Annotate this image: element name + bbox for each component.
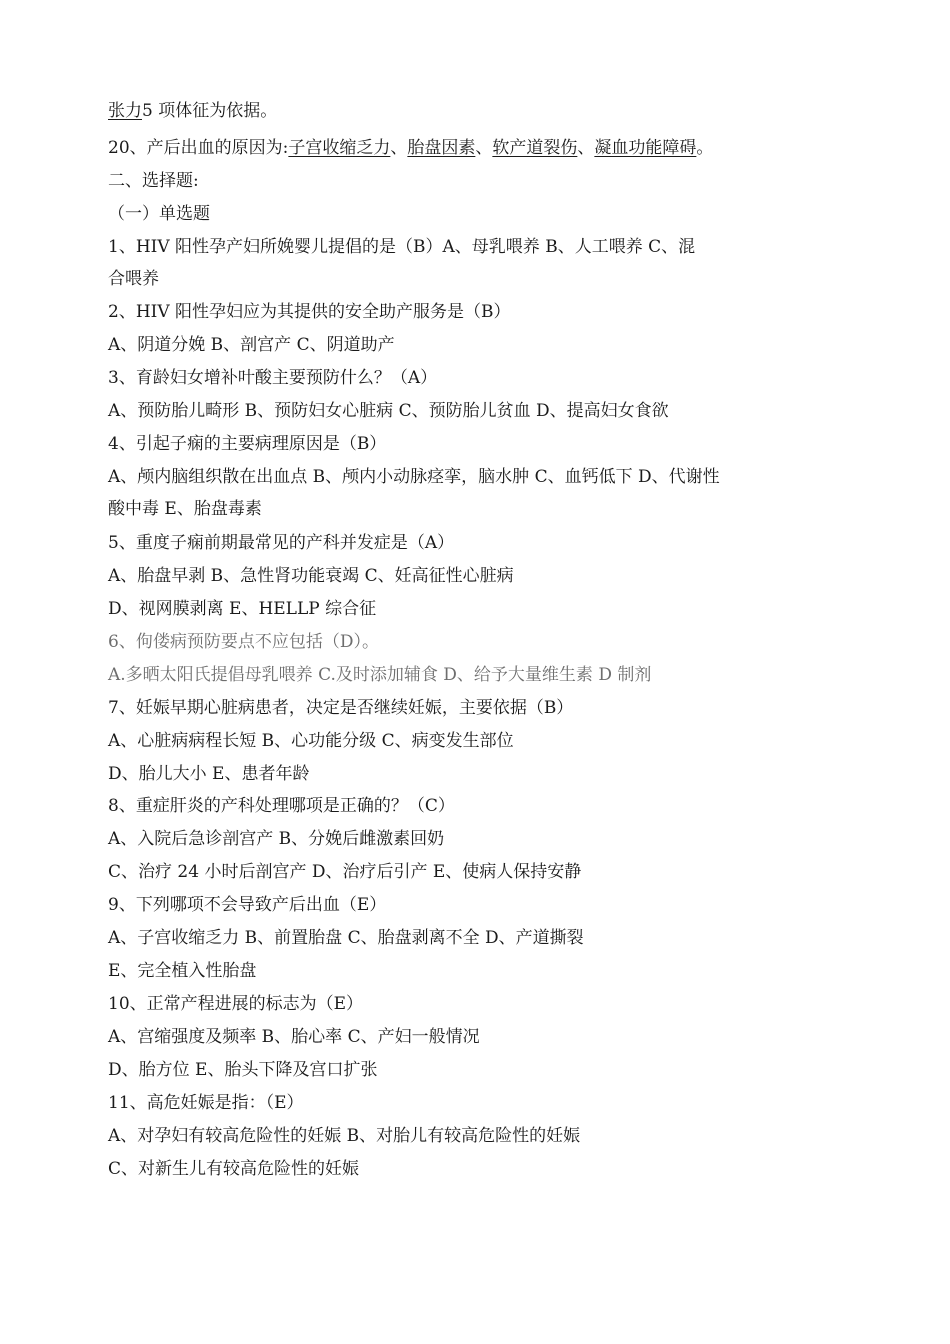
options-line: D、胎儿大小 E、患者年龄 [108, 764, 310, 784]
underlined-answer: 子宫收缩乏力 [288, 138, 391, 158]
question-line: 3、育龄妇女增补叶酸主要预防什么？（A） [108, 368, 438, 388]
options-line: A、胎盘早剥 B、急性肾功能衰竭 C、妊高征性心脏病 [108, 566, 514, 586]
question-line: 8、重症肝炎的产科处理哪项是正确的？（C） [108, 796, 455, 816]
options-line: D、胎方位 E、胎头下降及宫口扩张 [108, 1060, 378, 1080]
options-line: C、治疗 24 小时后剖宫产 D、治疗后引产 E、使病人保持安静 [108, 862, 582, 882]
options-line: A、宫缩强度及频率 B、胎心率 C、产妇一般情况 [108, 1027, 480, 1047]
question-line: 6、佝偻病预防要点不应包括（D）。 [108, 632, 379, 652]
options-line: A、入院后急诊剖宫产 B、分娩后雌激素回奶 [108, 829, 445, 849]
options-line: A.多晒太阳氏提倡母乳喂养 C.及时添加辅食 D、给予大量维生素 D 制剂 [108, 665, 652, 685]
subsection-heading: （一）单选题 [108, 204, 210, 224]
options-line: A、预防胎儿畸形 B、预防妇女心脏病 C、预防胎儿贫血 D、提高妇女食欲 [108, 401, 669, 421]
section-heading: 二、选择题: [108, 171, 199, 191]
question-line: 9、下列哪项不会导致产后出血（E） [108, 895, 387, 915]
fill-in-answer-line [108, 100, 277, 122]
options-line: A、心脏病病程长短 B、心功能分级 C、病变发生部位 [108, 731, 514, 751]
question-line: 合喂养 [108, 269, 159, 289]
separator: 、 [577, 138, 595, 158]
question-line: 1、HIV 阳性孕产妇所娩婴儿提倡的是（B）A、母乳喂养 B、人工喂养 C、混 [108, 237, 696, 257]
question-text: 20、产后出血的原因为: [108, 138, 289, 158]
options-line: 酸中毒 E、胎盘毒素 [108, 499, 262, 519]
question-line: 2、HIV 阳性孕妇应为其提供的安全助产服务是（B） [108, 302, 511, 322]
options-line: A、对孕妇有较高危险性的妊娠 B、对胎儿有较高危险性的妊娠 [108, 1126, 581, 1146]
answer-text: 5 项体征为依据。 [142, 101, 278, 121]
question-line: 7、妊娠早期心脏病患者，决定是否继续妊娠，主要依据（B） [108, 698, 574, 718]
question-line: 11、高危妊娠是指：（E） [108, 1093, 304, 1113]
question-line: 10、正常产程进展的标志为（E） [108, 994, 364, 1014]
options-line: A、子宫收缩乏力 B、前置胎盘 C、胎盘剥离不全 D、产道撕裂 [108, 928, 584, 948]
options-line: C、对新生儿有较高危险性的妊娠 [108, 1159, 360, 1179]
separator: 。 [696, 138, 714, 158]
underlined-answer: 软产道裂伤 [492, 138, 578, 158]
underlined-answer: 张力 [108, 101, 142, 121]
options-line: A、阴道分娩 B、剖宫产 C、阴道助产 [108, 335, 395, 355]
options-line: E、完全植入性胎盘 [108, 961, 257, 981]
separator: 、 [475, 138, 493, 158]
question-20 [108, 137, 713, 159]
options-line: D、视网膜剥离 E、HELLP 综合征 [108, 599, 377, 619]
options-line: A、颅内脑组织散在出血点 B、颅内小动脉痉挛，脑水肿 C、血钙低下 D、代谢性 [108, 467, 720, 487]
separator: 、 [390, 138, 408, 158]
question-line: 5、重度子痫前期最常见的产科并发症是（A） [108, 533, 455, 553]
underlined-answer: 凝血功能障碍 [594, 138, 697, 158]
question-line: 4、引起子痫的主要病理原因是（B） [108, 434, 387, 454]
underlined-answer: 胎盘因素 [407, 138, 476, 158]
